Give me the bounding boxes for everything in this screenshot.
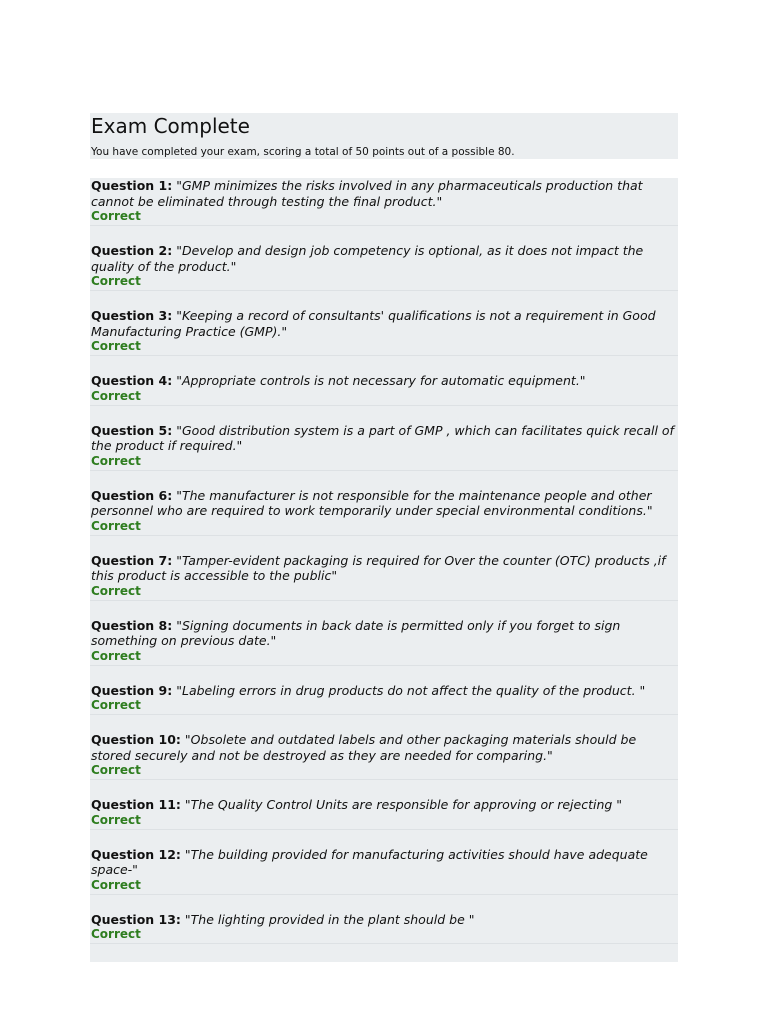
question-statement: "Signing documents in back date is permitted only if you forget to sign something on previous date." <box>91 617 621 648</box>
score-summary: You have completed your exam, scoring a total of 50 points out of a possible 80. <box>91 146 515 158</box>
question-statement: "Labeling errors in drug products do not affect the quality of the product. " <box>176 682 646 698</box>
page-title: Exam Complete <box>91 114 250 138</box>
result-correct: Correct <box>91 648 141 663</box>
question-label: Question 1: <box>91 178 173 193</box>
exam-results-page <box>90 113 678 962</box>
question-statement: "Develop and design job competency is optional, as it does not impact the quality of the product." <box>91 243 644 274</box>
question-text <box>91 243 678 274</box>
question-text <box>91 308 678 339</box>
question-statement: "Good distribution system is a part of GMP , which can facilitates quick recall of the product if required." <box>91 422 674 453</box>
question-statement: "Tamper-evident packaging is required for Over the counter (OTC) products ,if this product is accessible to the public" <box>91 552 666 583</box>
question-statement: "The building provided for manufacturing activities should have adequate space-" <box>91 846 648 877</box>
question-item <box>90 536 678 601</box>
question-item <box>90 178 678 226</box>
question-text <box>91 847 678 878</box>
result-correct: Correct <box>91 583 141 598</box>
result-correct: Correct <box>91 812 141 827</box>
question-text <box>91 683 678 699</box>
question-text <box>91 373 678 389</box>
result-correct: Correct <box>91 274 141 288</box>
question-text <box>91 797 678 813</box>
question-statement: "The Quality Control Units are responsible for approving or rejecting " <box>184 797 623 812</box>
question-label: Question 3: <box>91 308 173 323</box>
question-text <box>91 553 678 584</box>
question-text <box>91 423 678 454</box>
result-correct: Correct <box>91 388 141 403</box>
result-correct: Correct <box>91 927 141 941</box>
question-text <box>91 178 678 209</box>
question-list <box>90 178 678 962</box>
question-statement: "Keeping a record of consultants' qualifications is not a requirement in Good Manufacturing Practice (GMP)." <box>91 308 656 339</box>
question-item <box>90 895 678 945</box>
question-statement: "The manufacturer is not responsible for the maintenance people and other personnel who are required to work temporarily under special environmental conditions." <box>91 487 653 518</box>
question-item <box>90 715 678 780</box>
question-item <box>90 406 678 471</box>
question-statement: "GMP minimizes the risks involved in any pharmaceuticals production that cannot be eliminated through testing the final product." <box>91 178 643 209</box>
question-label: Question 2: <box>91 243 173 258</box>
result-correct: Correct <box>91 453 141 468</box>
result-correct: Correct <box>91 339 141 353</box>
question-item <box>90 471 678 536</box>
question-label: Question 8: <box>91 617 173 633</box>
result-correct: Correct <box>91 698 141 712</box>
question-text <box>91 618 678 649</box>
question-item <box>90 780 678 830</box>
question-statement: "Appropriate controls is not necessary for automatic equipment." <box>176 373 586 388</box>
question-item <box>90 356 678 406</box>
question-item <box>90 291 678 356</box>
result-correct: Correct <box>91 763 141 777</box>
question-text <box>91 488 678 519</box>
question-label: Question 12: <box>91 846 181 862</box>
question-item <box>90 226 678 291</box>
question-label: Question 11: <box>91 797 181 812</box>
question-statement: "The lighting provided in the plant should be " <box>184 911 475 927</box>
question-item <box>90 666 678 716</box>
question-label: Question 13: <box>91 911 181 927</box>
question-label: Question 5: <box>91 422 173 438</box>
question-label: Question 9: <box>91 682 173 698</box>
question-item <box>90 601 678 666</box>
question-label: Question 4: <box>91 373 173 388</box>
question-text <box>91 732 678 763</box>
question-label: Question 10: <box>91 732 181 747</box>
exam-header <box>90 113 678 159</box>
question-label: Question 6: <box>91 487 173 503</box>
question-statement: "Obsolete and outdated labels and other packaging materials should be stored securely and not be destroyed as they are needed for comparing." <box>91 732 637 763</box>
result-correct: Correct <box>91 209 141 223</box>
result-correct: Correct <box>91 518 141 533</box>
result-correct: Correct <box>91 877 141 892</box>
question-text <box>91 912 678 928</box>
question-item <box>90 830 678 895</box>
question-label: Question 7: <box>91 552 173 568</box>
